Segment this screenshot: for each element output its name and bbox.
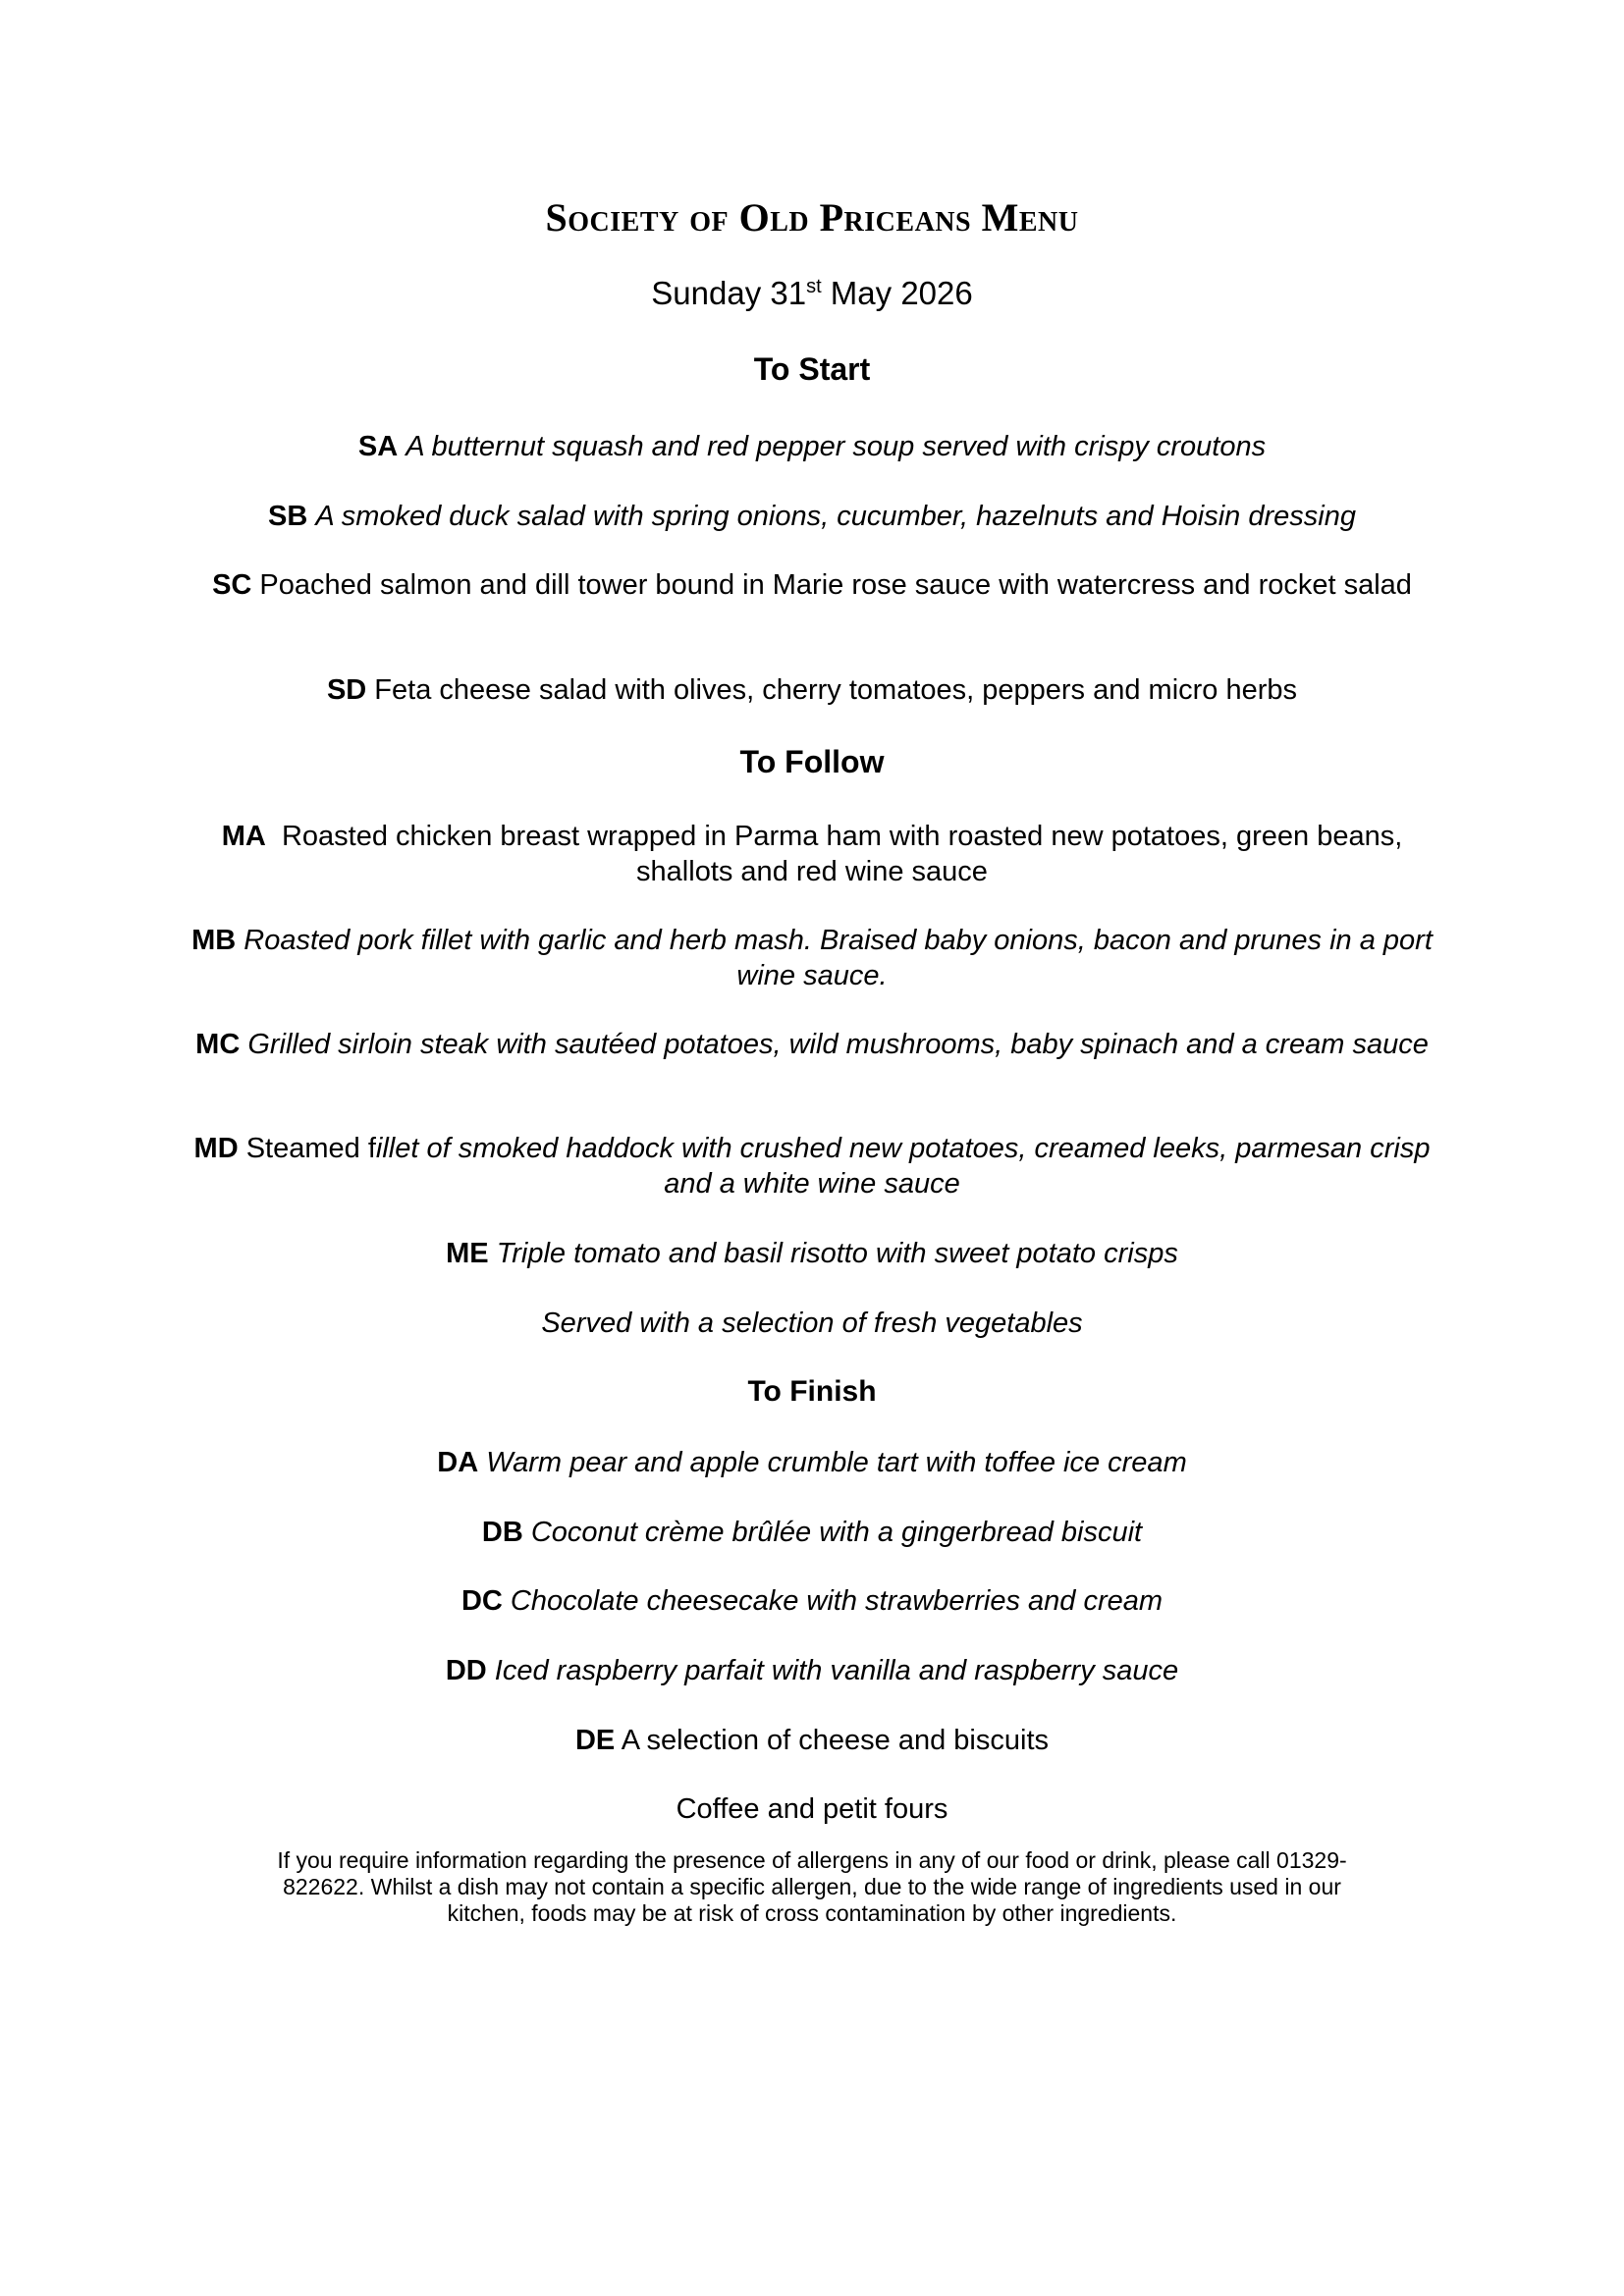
dish-code: DB xyxy=(481,1517,523,1548)
dish-desc-italic: Chocolate cheesecake with strawberries and cream xyxy=(510,1585,1164,1617)
dish-code: MB xyxy=(191,925,237,956)
menu-item-main xyxy=(187,1236,1437,1271)
dish-desc-italic: Roasted pork fillet with garlic and herb mash. Braised baby onions, bacon and prunes in a port wine sauce. xyxy=(244,925,1433,991)
date-month-year: May 2026 xyxy=(821,275,973,311)
menu-item-dessert xyxy=(187,1515,1437,1550)
dish-code: DD xyxy=(445,1655,487,1686)
menu-item-starter xyxy=(187,567,1437,603)
dish-code: MD xyxy=(193,1133,239,1164)
date-day: Sunday 31 xyxy=(651,275,807,311)
menu-item-main xyxy=(187,923,1437,993)
menu-item-dessert xyxy=(187,1583,1437,1619)
allergen-notice: If you require information regarding the presence of allergens in any of our food or drink, please call 01329-822622. Whilst a dish may not contain a specific allergen, due to the wide range of ingredients used in our kitchen, foods may be at risk of cross contamination by other ingredients. xyxy=(277,1847,1347,1926)
section-heading-desserts: To Finish xyxy=(747,1375,877,1408)
menu-item-dessert xyxy=(187,1653,1437,1688)
dish-desc-italic: A butternut squash and red pepper soup served with crispy croutons xyxy=(406,431,1267,462)
dish-desc: Steamed f xyxy=(245,1133,376,1164)
dish-code: SD xyxy=(326,674,367,706)
dish-desc: Roasted chicken breast wrapped in Parma ham with roasted new potatoes, green beans, shallots and red wine sauce xyxy=(281,821,1403,887)
dish-desc: Poached salmon and dill tower bound in Marie rose sauce with watercress and rocket salad xyxy=(259,569,1412,601)
menu-item-main xyxy=(187,1027,1437,1062)
menu-item-starter xyxy=(187,672,1437,708)
dish-code: MA xyxy=(221,821,266,852)
menu-item-main xyxy=(187,819,1437,889)
dish-desc-italic: Grilled sirloin steak with sautéed potatoes, wild mushrooms, baby spinach and a cream sauce xyxy=(247,1029,1429,1060)
menu-title: Society of Old Priceans Menu xyxy=(545,195,1079,240)
dish-desc: A selection of cheese and biscuits xyxy=(621,1725,1050,1756)
dish-desc-italic: A smoked duck salad with spring onions, cucumber, hazelnuts and Hoisin dressing xyxy=(315,501,1356,532)
dish-desc-italic: illet of smoked haddock with crushed new potatoes, creamed leeks, parmesan crisp and a white wine sauce xyxy=(375,1133,1431,1200)
coffee-line: Coffee and petit fours xyxy=(676,1793,948,1825)
section-heading-starters: To Start xyxy=(753,351,871,387)
dish-desc-italic: Iced raspberry parfait with vanilla and raspberry sauce xyxy=(494,1655,1179,1686)
menu-item-dessert xyxy=(187,1723,1437,1758)
dish-code: SC xyxy=(212,569,252,601)
dish-code: DE xyxy=(574,1725,616,1756)
vegetables-note: Served with a selection of fresh vegetables xyxy=(541,1308,1083,1339)
menu-date xyxy=(0,275,1624,312)
date-ordinal: st xyxy=(806,276,822,297)
section-heading-mains: To Follow xyxy=(739,744,885,779)
menu-item-main xyxy=(187,1131,1437,1201)
dish-code: DC xyxy=(460,1585,503,1617)
dish-desc: Feta cheese salad with olives, cherry tomatoes, peppers and micro herbs xyxy=(374,674,1298,706)
dish-code: ME xyxy=(446,1238,489,1269)
menu-item-starter xyxy=(187,499,1437,534)
dish-code: MC xyxy=(195,1029,241,1060)
dish-code: SB xyxy=(268,501,308,532)
dish-desc-italic: Coconut crème brûlée with a gingerbread biscuit xyxy=(530,1517,1143,1548)
dish-desc-italic: Warm pear and apple crumble tart with toffee ice cream xyxy=(486,1447,1187,1478)
menu-item-starter xyxy=(187,429,1437,464)
dish-desc-italic: Triple tomato and basil risotto with sweet potato crisps xyxy=(496,1238,1178,1269)
dish-code: DA xyxy=(437,1447,479,1478)
dish-code: SA xyxy=(357,431,399,462)
menu-item-dessert xyxy=(187,1445,1437,1480)
